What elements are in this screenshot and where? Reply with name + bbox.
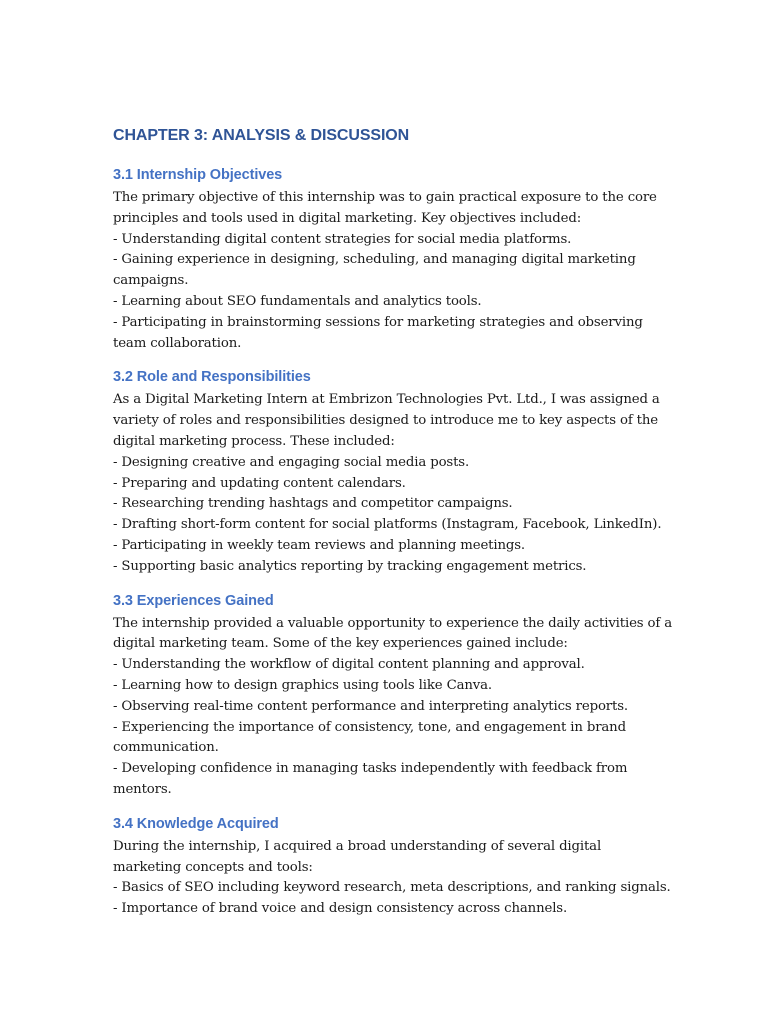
- list-item: - Participating in weekly team reviews and planning meetings.: [113, 537, 525, 553]
- list-item: - Basics of SEO including keyword research, meta descriptions, and ranking signals.: [113, 880, 671, 896]
- list-item: - Developing confidence in managing tasks independently with feedback from mentors.: [113, 761, 628, 797]
- list-item: - Understanding the workflow of digital content planning and approval.: [113, 657, 585, 673]
- list-item: - Observing real-time content performance and interpreting analytics reports.: [113, 698, 628, 714]
- section-intro: During the internship, I acquired a broad understanding of several digital marketing concepts and tools:: [113, 838, 602, 875]
- list-item: - Participating in brainstorming sessions for marketing strategies and observing team collaboration.: [113, 314, 643, 351]
- section-knowledge-acquired: [113, 813, 673, 920]
- section-intro: The internship provided a valuable opportunity to experience the daily activities of a digital marketing team. Some of the key experiences gained include:: [113, 615, 673, 652]
- list-item: - Learning about SEO fundamentals and analytics tools.: [113, 293, 482, 309]
- list-item: - Gaining experience in designing, scheduling, and managing digital marketing campaigns.: [113, 252, 636, 289]
- section-intro: As a Digital Marketing Intern at Embrizon Technologies Pvt. Ltd., I was assigned a variety of roles and responsibilities designed to introduce me to key aspects of the digital marketing process. These included:: [113, 392, 660, 449]
- section-experiences-gained: [113, 590, 673, 801]
- list-item: - Understanding digital content strategies for social media platforms.: [113, 231, 572, 247]
- section-heading: 3.3 Experiences Gained: [113, 592, 274, 609]
- list-item: - Supporting basic analytics reporting by tracking engagement metrics.: [113, 558, 587, 574]
- section-internship-objectives: [113, 164, 673, 354]
- chapter-title: CHAPTER 3: ANALYSIS & DISCUSSION: [113, 127, 410, 144]
- page-content: [113, 124, 673, 932]
- list-item: - Preparing and updating content calendars.: [113, 475, 406, 491]
- list-item: - Importance of brand voice and design consistency across channels.: [113, 901, 568, 917]
- section-intro: The primary objective of this internship was to gain practical exposure to the core principles and tools used in digital marketing. Key objectives included:: [113, 190, 657, 226]
- section-heading: 3.1 Internship Objectives: [113, 167, 283, 183]
- list-item: - Drafting short-form content for social platforms (Instagram, Facebook, LinkedIn).: [113, 517, 662, 533]
- list-item: - Researching trending hashtags and competitor campaigns.: [113, 496, 513, 512]
- section-role-and-responsibilities: [113, 366, 673, 577]
- list-item: - Learning how to design graphics using tools like Canva.: [113, 677, 492, 693]
- list-item: - Designing creative and engaging social media posts.: [113, 454, 470, 470]
- section-heading: 3.4 Knowledge Acquired: [113, 815, 279, 832]
- section-heading: 3.2 Role and Responsibilities: [113, 369, 311, 386]
- list-item: - Experiencing the importance of consistency, tone, and engagement in brand communication.: [113, 719, 626, 756]
